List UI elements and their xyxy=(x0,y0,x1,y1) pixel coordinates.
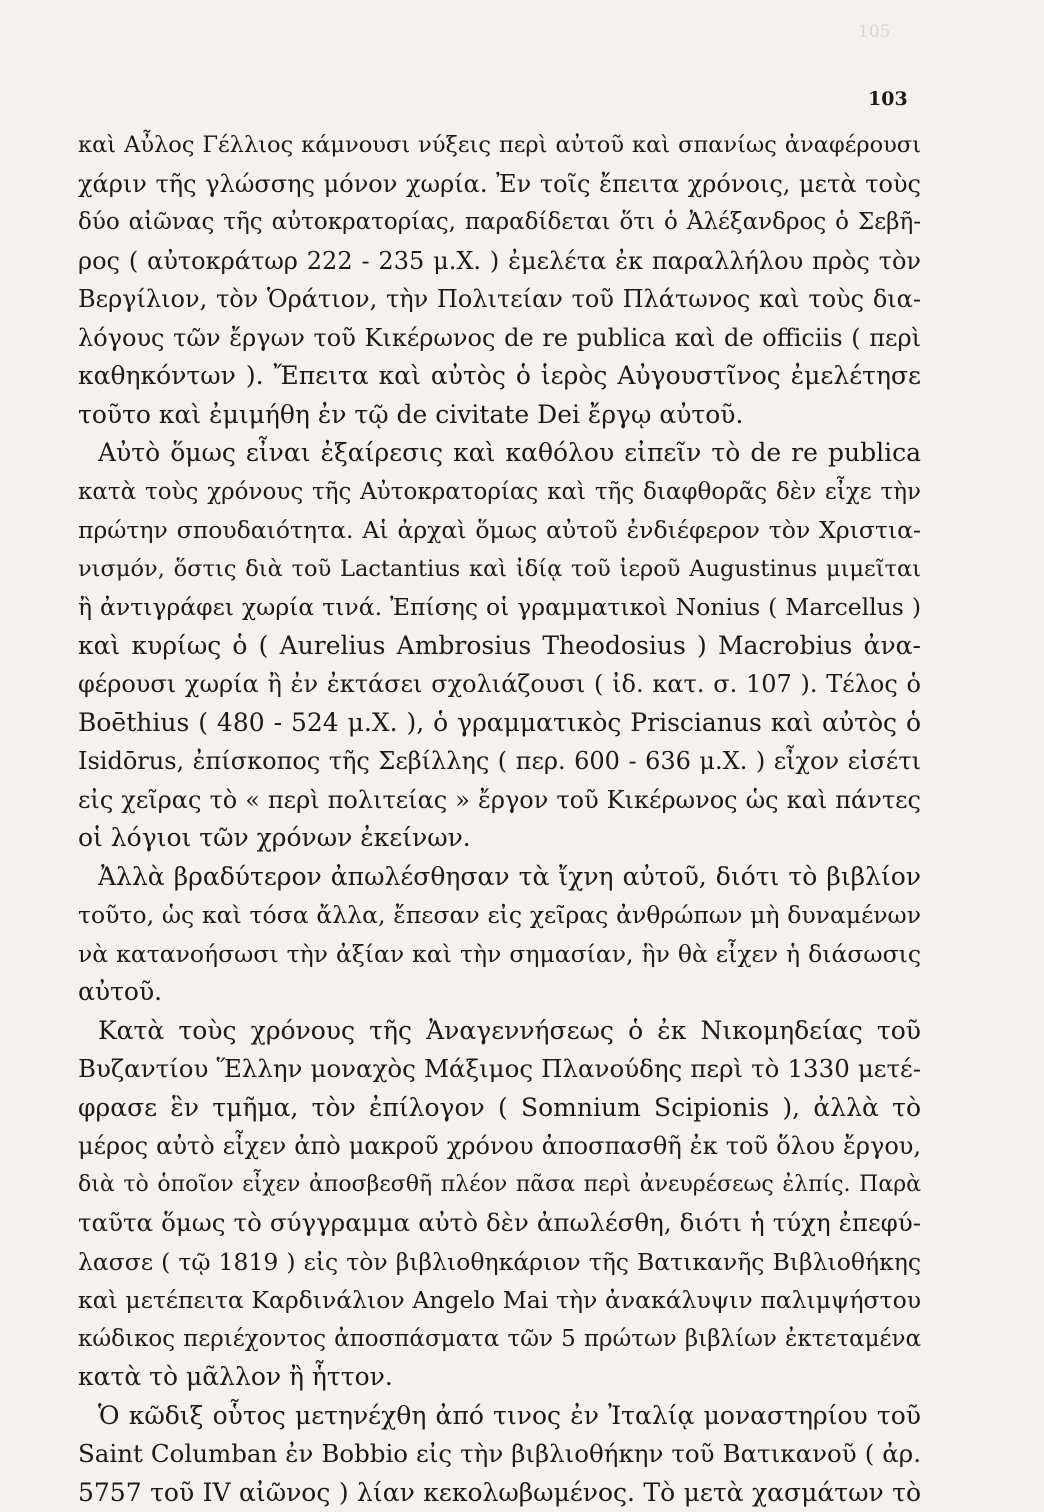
text-line: Saint Columban ἐν Bobbio εἰς τὴν βιβλιοθήκην τοῦ Βατικανοῦ ( ἀρ. xyxy=(78,1435,921,1474)
text-line: δύο αἰῶνας τῆς αὐτοκρατορίας, παραδίδεται ὅτι ὁ Ἀλέξανδρος ὁ Σεβῆ- xyxy=(78,203,921,242)
text-line: Κατὰ τοὺς χρόνους τῆς Ἀναγεννήσεως ὁ ἐκ Νικομηδείας τοῦ xyxy=(78,1012,921,1051)
text-line: ρος ( αὐτοκράτωρ 222 - 235 μ.Χ. ) ἐμελέτα ἐκ παραλλήλου πρὸς τὸν xyxy=(78,242,921,281)
text-line: Βυζαντίου Ἕλλην μοναχὸς Μάξιμος Πλανούδης περὶ τὸ 1330 μετέ- xyxy=(78,1050,921,1089)
text-line: αὐτοῦ. xyxy=(78,973,921,1012)
text-line: πρώτην σπουδαιότητα. Αἱ ἀρχαὶ ὅμως αὐτοῦ ἐνδιέφερον τὸν Χριστια- xyxy=(78,511,921,550)
text-line: Isidōrus, ἐπίσκοπος τῆς Σεβίλλης ( περ. 600 - 636 μ.Χ. ) εἶχον εἰσέτι xyxy=(78,742,921,781)
text-line: Αὐτὸ ὅμως εἶναι ἐξαίρεσις καὶ καθόλου εἰπεῖν τὸ de re publica xyxy=(78,434,921,473)
text-line: καὶ μετέπειτα Καρδινάλιον Angelo Mai τὴν ἀνακάλυψιν παλιμψήστου xyxy=(78,1281,921,1320)
bleed-through-page-number: 105 xyxy=(858,22,890,42)
page-text xyxy=(78,126,921,1512)
text-line: λόγους τῶν ἔργων τοῦ Κικέρωνος de re publica καὶ de officiis ( περὶ xyxy=(78,319,921,358)
text-line: καθηκόντων ). Ἔπειτα καὶ αὐτὸς ὁ ἱερὸς Αὐγουστῖνος ἐμελέτησε xyxy=(78,357,921,396)
text-line: καὶ κυρίως ὁ ( Aurelius Ambrosius Theodosius ) Macrobius ἀνα- xyxy=(78,627,921,666)
text-line: Ὁ κῶδιξ οὗτος μετηνέχθη ἀπό τινος ἐν Ἰταλίᾳ μοναστηρίου τοῦ xyxy=(78,1397,921,1436)
text-line: Ἀλλὰ βραδύτερον ἀπωλέσθησαν τὰ ἴχνη αὐτοῦ, διότι τὸ βιβλίον xyxy=(78,858,921,897)
text-line: ἢ ἀντιγράφει χωρία τινά. Ἐπίσης οἱ γραμματικοὶ Nonius ( Marcellus ) xyxy=(78,588,921,627)
text-line: φέρουσι χωρία ἢ ἐν ἐκτάσει σχολιάζουσι ( ἰδ. κατ. σ. 107 ). Τέλος ὁ xyxy=(78,665,921,704)
text-line: ταῦτα ὅμως τὸ σύγγραμμα αὐτὸ δὲν ἀπωλέσθη, διότι ἡ τύχη ἐπεφύ- xyxy=(78,1204,921,1243)
text-line: τοῦτο, ὡς καὶ τόσα ἄλλα, ἔπεσαν εἰς χεῖρας ἀνθρώπων μὴ δυναμένων xyxy=(78,896,921,935)
text-line: νισμόν, ὅστις διὰ τοῦ Lactantius καὶ ἰδίᾳ τοῦ ἱεροῦ Augustinus μιμεῖται xyxy=(78,550,921,589)
text-line: τοῦτο καὶ ἐμιμήθη ἐν τῷ de civitate Dei ἔργῳ αὐτοῦ. xyxy=(78,396,921,435)
text-line: λασσε ( τῷ 1819 ) εἰς τὸν βιβλιοθηκάριον τῆς Βατικανῆς Βιβλιοθήκης xyxy=(78,1243,921,1282)
text-line: κατὰ τοὺς χρόνους τῆς Αὐτοκρατορίας καὶ τῆς διαφθορᾶς δὲν εἶχε τὴν xyxy=(78,473,921,512)
text-line: 5757 τοῦ IV αἰῶνος ) λίαν κεκολωβωμένος. Τὸ μετὰ χασμάτων τὸ xyxy=(78,1474,921,1512)
text-line: Boēthius ( 480 - 524 μ.Χ. ), ὁ γραμματικὸς Priscianus καὶ αὐτὸς ὁ xyxy=(78,704,921,743)
text-line: διὰ τὸ ὁποῖον εἶχεν ἀποσβεσθῆ πλέον πᾶσα περὶ ἀνευρέσεως ἐλπίς. Παρὰ xyxy=(78,1166,921,1205)
page-number: 103 xyxy=(868,88,908,110)
text-line: κώδικος περιέχοντος ἀποσπάσματα τῶν 5 πρώτων βιβλίων ἐκτεταμένα xyxy=(78,1320,921,1359)
text-line: χάριν τῆς γλώσσης μόνον χωρία. Ἐν τοῖς ἔπειτα χρόνοις, μετὰ τοὺς xyxy=(78,165,921,204)
text-line: καὶ Αὖλος Γέλλιος κάμνουσι νύξεις περὶ αὐτοῦ καὶ σπανίως ἀναφέρουσι xyxy=(78,126,921,165)
text-line: Βεργίλιον, τὸν Ὁράτιον, τὴν Πολιτείαν τοῦ Πλάτωνος καὶ τοὺς δια- xyxy=(78,280,921,319)
text-line: οἱ λόγιοι τῶν χρόνων ἐκείνων. xyxy=(78,819,921,858)
text-line: μέρος αὐτὸ εἶχεν ἀπὸ μακροῦ χρόνου ἀποσπασθῆ ἐκ τοῦ ὅλου ἔργου, xyxy=(78,1127,921,1166)
text-line: φρασε ἓν τμῆμα, τὸν ἐπίλογον ( Somnium Scipionis ), ἀλλὰ τὸ xyxy=(78,1089,921,1128)
text-line: εἰς χεῖρας τὸ « περὶ πολιτείας » ἔργον τοῦ Κικέρωνος ὡς καὶ πάντες xyxy=(78,781,921,820)
text-line: νὰ κατανοήσωσι τὴν ἀξίαν καὶ τὴν σημασίαν, ἣν θὰ εἶχεν ἡ διάσωσις xyxy=(78,935,921,974)
text-line: κατὰ τὸ μᾶλλον ἢ ἧττον. xyxy=(78,1358,921,1397)
